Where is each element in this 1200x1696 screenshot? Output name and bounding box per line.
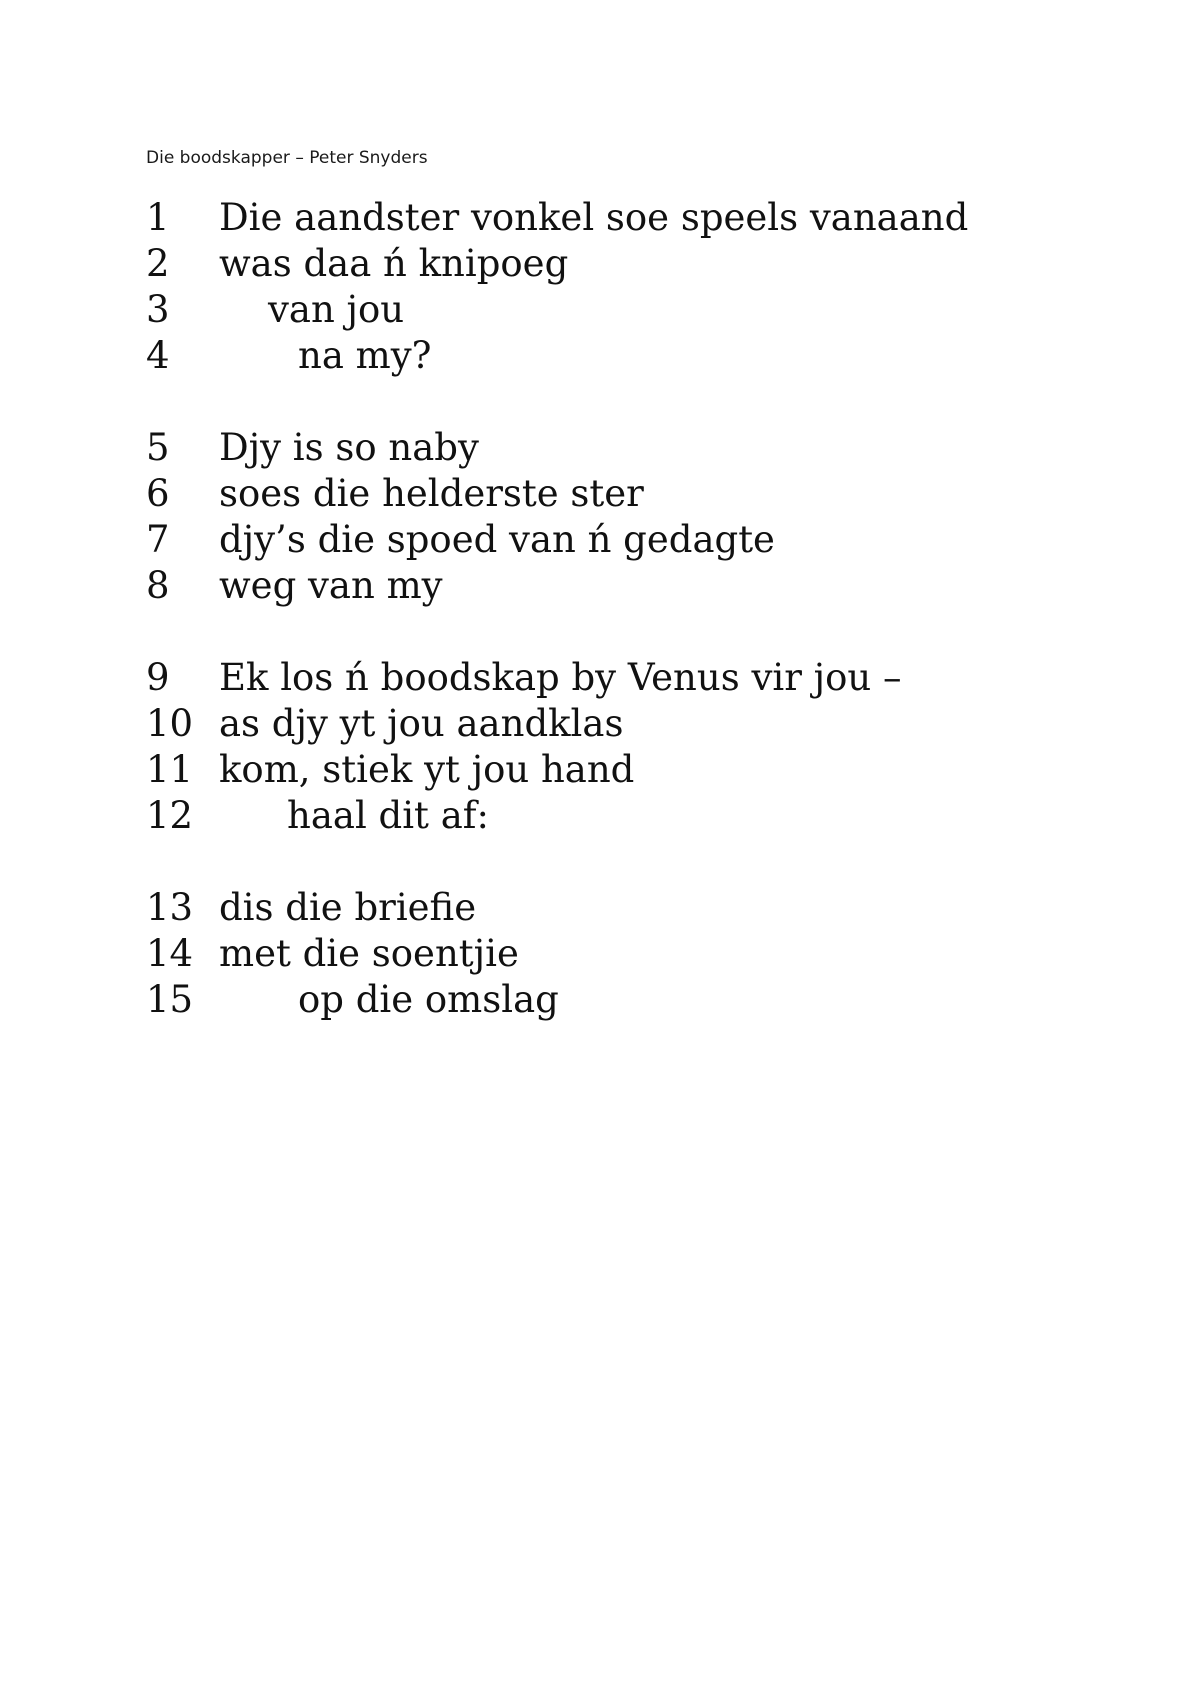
line-number: 3 [146, 288, 170, 331]
line-text: kom, stiek yt jou hand [219, 748, 635, 791]
line-number: 15 [146, 978, 194, 1021]
line-number: 7 [146, 518, 170, 561]
line-number: 2 [146, 242, 170, 285]
line-text: na my? [298, 334, 432, 377]
line-text: as djy yt jou aandklas [219, 702, 624, 745]
line-number: 6 [146, 472, 170, 515]
line-number: 1 [146, 196, 170, 239]
document-heading: Die boodskapper – Peter Snyders [146, 148, 428, 168]
line-text: Ek los ń boodskap by Venus vir jou – [219, 656, 902, 699]
line-text: djy’s die spoed van ń gedagte [219, 518, 775, 561]
line-number: 11 [146, 748, 194, 791]
line-text: Djy is so naby [219, 426, 479, 469]
line-text: haal dit af: [287, 794, 489, 837]
line-number: 10 [146, 702, 194, 745]
line-text: Die aandster vonkel soe speels vanaand [219, 196, 969, 239]
line-number: 12 [146, 794, 194, 837]
line-text: dis die briefie [219, 886, 477, 929]
line-text: op die omslag [298, 978, 559, 1021]
line-text: weg van my [219, 564, 443, 607]
line-number: 5 [146, 426, 170, 469]
line-number: 9 [146, 656, 170, 699]
line-number: 8 [146, 564, 170, 607]
line-text: soes die helderste ster [219, 472, 644, 515]
line-text: met die soentjie [219, 932, 519, 975]
line-text: van jou [268, 288, 405, 331]
line-number: 4 [146, 334, 170, 377]
line-number: 13 [146, 886, 194, 929]
line-number: 14 [146, 932, 194, 975]
line-text: was daa ń knipoeg [219, 242, 569, 285]
